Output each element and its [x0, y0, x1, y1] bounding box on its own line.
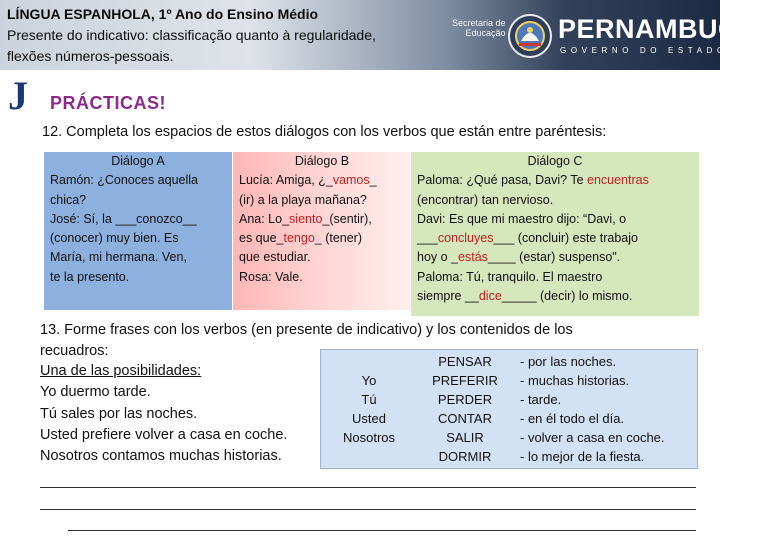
section-letter: J	[8, 73, 28, 118]
example-sentence: Nosotros contamos muchas historias.	[40, 448, 282, 465]
dialog-line	[50, 191, 226, 210]
title-line-2: Presente do indicativo: classificação quanto à regularidade,	[7, 27, 376, 43]
dialog-line	[417, 171, 693, 190]
dialog-text: ___ (concluir) este trabajo	[493, 231, 638, 246]
dialog-line	[417, 248, 693, 267]
dialog-a-title: Diálogo A	[111, 154, 165, 168]
secretaria-label	[452, 18, 506, 38]
answer-verb: tengo	[283, 231, 315, 246]
subject-item: Nosotros	[342, 430, 396, 445]
title-line-1: LÍNGUA ESPANHOLA, 1º Ano do Ensino Médio	[7, 6, 319, 22]
dialog-text: ____ (estar) suspenso".	[487, 250, 621, 265]
complement-item: - volver a casa en coche.	[520, 430, 665, 445]
dialog-text: _	[369, 173, 377, 188]
dialog-text: Ana: Lo_	[239, 211, 290, 226]
dialog-b-title: Diálogo B	[294, 154, 350, 168]
subject-item: Tú	[361, 392, 377, 407]
dialog-text: te la presento.	[50, 269, 130, 284]
dialog-line	[50, 171, 226, 190]
dialog-text: ___	[417, 231, 438, 246]
subject-item: Usted	[352, 411, 386, 426]
dialog-text: Ramón: ¿Conoces aquella	[50, 173, 198, 188]
answer-verb: estás	[458, 250, 488, 265]
answer-verb: vamos	[332, 173, 370, 188]
dialog-line	[239, 171, 405, 190]
complement-item: - lo mejor de la fiesta.	[520, 449, 645, 464]
dialog-line	[417, 191, 693, 210]
secretaria-line-2: Educação	[465, 28, 506, 38]
verb-item: PREFERIR	[432, 373, 498, 388]
q12-prompt: 12. Completa los espacios de estos diálogos con los verbos que están entre paréntesis:	[42, 124, 607, 140]
dialog-text: hoy o _	[417, 250, 459, 265]
verb-item: PENSAR	[438, 354, 492, 369]
dialog-text: siempre __	[417, 289, 479, 304]
dialog-line	[239, 268, 405, 287]
verb-item: DORMIR	[438, 449, 492, 464]
dialog-text: (encontrar) tan nervioso.	[417, 192, 554, 207]
dialog-line	[417, 287, 693, 306]
answer-line[interactable]	[68, 530, 696, 531]
dialog-text: José: Sí, la ___conozco__	[50, 211, 197, 226]
answer-verb: concluyes	[437, 231, 494, 246]
complement-item: - en él todo el día.	[520, 411, 625, 426]
complement-item: - tarde.	[520, 392, 562, 407]
dialog-line	[50, 210, 226, 229]
example-sentence: Tú sales por las noches.	[40, 405, 198, 422]
complement-item: - por las noches.	[520, 354, 617, 369]
dialog-line	[50, 248, 226, 267]
dialog-line	[50, 229, 226, 248]
dialog-c-box	[411, 152, 699, 316]
dialog-text: chica?	[50, 192, 87, 207]
subjects-column	[337, 371, 401, 447]
dialog-line	[239, 229, 405, 248]
dialog-text: es que_	[239, 231, 284, 246]
answer-verb: encuentras	[587, 173, 649, 188]
dialog-line	[417, 210, 693, 229]
dialog-a-box	[44, 152, 232, 310]
verb-item: PERDER	[437, 392, 493, 407]
dialog-text: Paloma: Tú, tranquilo. El maestro	[417, 269, 603, 284]
dialog-text: _____ (decir) lo mismo.	[501, 289, 633, 304]
brand-subtitle: GOVERNO DO ESTADO	[560, 46, 728, 55]
header-title	[7, 4, 447, 67]
subject-item: Yo	[361, 373, 377, 388]
dialog-line	[239, 248, 405, 267]
verb-item: CONTAR	[438, 411, 492, 426]
dialog-text: Lucía: Amiga, ¿_	[239, 173, 333, 188]
answer-line[interactable]	[40, 487, 696, 488]
dialog-line	[417, 268, 693, 287]
dialog-text: _(sentir),	[322, 211, 372, 226]
dialog-c-title: Diálogo C	[527, 154, 583, 168]
dialog-line	[239, 210, 405, 229]
dialog-text: _ (tener)	[314, 231, 363, 246]
header-banner	[0, 0, 760, 70]
q13-prompt-line-1: 13. Forme frases con los verbos (en presente de indicativo) y los contenidos de los	[40, 322, 573, 338]
dialog-text: Davi: Es que mi maestro dijo: “Davi, o	[417, 211, 627, 226]
word-bank-panel	[320, 349, 698, 469]
verb-item: SALIR	[446, 430, 484, 445]
answer-verb: siento	[289, 211, 323, 226]
dialog-text: (conocer) muy bien. Es	[50, 231, 179, 246]
dialog-text: María, mi hermana. Ven,	[50, 250, 187, 265]
dialog-text: (ir) a la playa mañana?	[239, 192, 367, 207]
complement-item: - muchas historias.	[520, 373, 630, 388]
dialog-c-text	[411, 171, 699, 306]
dialog-line	[417, 229, 693, 248]
dialog-text: Paloma: ¿Qué pasa, Davi? Te	[417, 173, 587, 188]
dialog-text: que estudiar.	[239, 250, 311, 265]
dialog-text: Rosa: Vale.	[239, 269, 303, 284]
example-sentence: Usted prefiere volver a casa en coche.	[40, 426, 288, 443]
verbs-column	[419, 352, 511, 466]
brand-logo-text: PERNAMBUCO	[558, 14, 760, 44]
answer-line[interactable]	[40, 509, 696, 510]
dialog-line	[50, 268, 226, 287]
secretaria-line-1: Secretaria de	[452, 18, 506, 28]
state-crest-icon	[507, 13, 553, 59]
dialog-b-text	[233, 171, 411, 287]
dialog-b-box	[233, 152, 411, 310]
dialog-line	[239, 191, 405, 210]
section-title: PRÁCTICAS!	[50, 93, 166, 113]
title-line-3: flexões números-pessoais.	[7, 48, 174, 64]
example-block	[40, 361, 287, 467]
example-title: Una de las posibilidades:	[40, 363, 202, 379]
q13-prompt-line-2: recuadros:	[40, 343, 109, 359]
complements-column	[520, 352, 695, 466]
dialog-a-text	[44, 171, 232, 287]
example-sentence: Yo duermo tarde.	[40, 384, 151, 401]
answer-verb: dice	[478, 289, 502, 304]
